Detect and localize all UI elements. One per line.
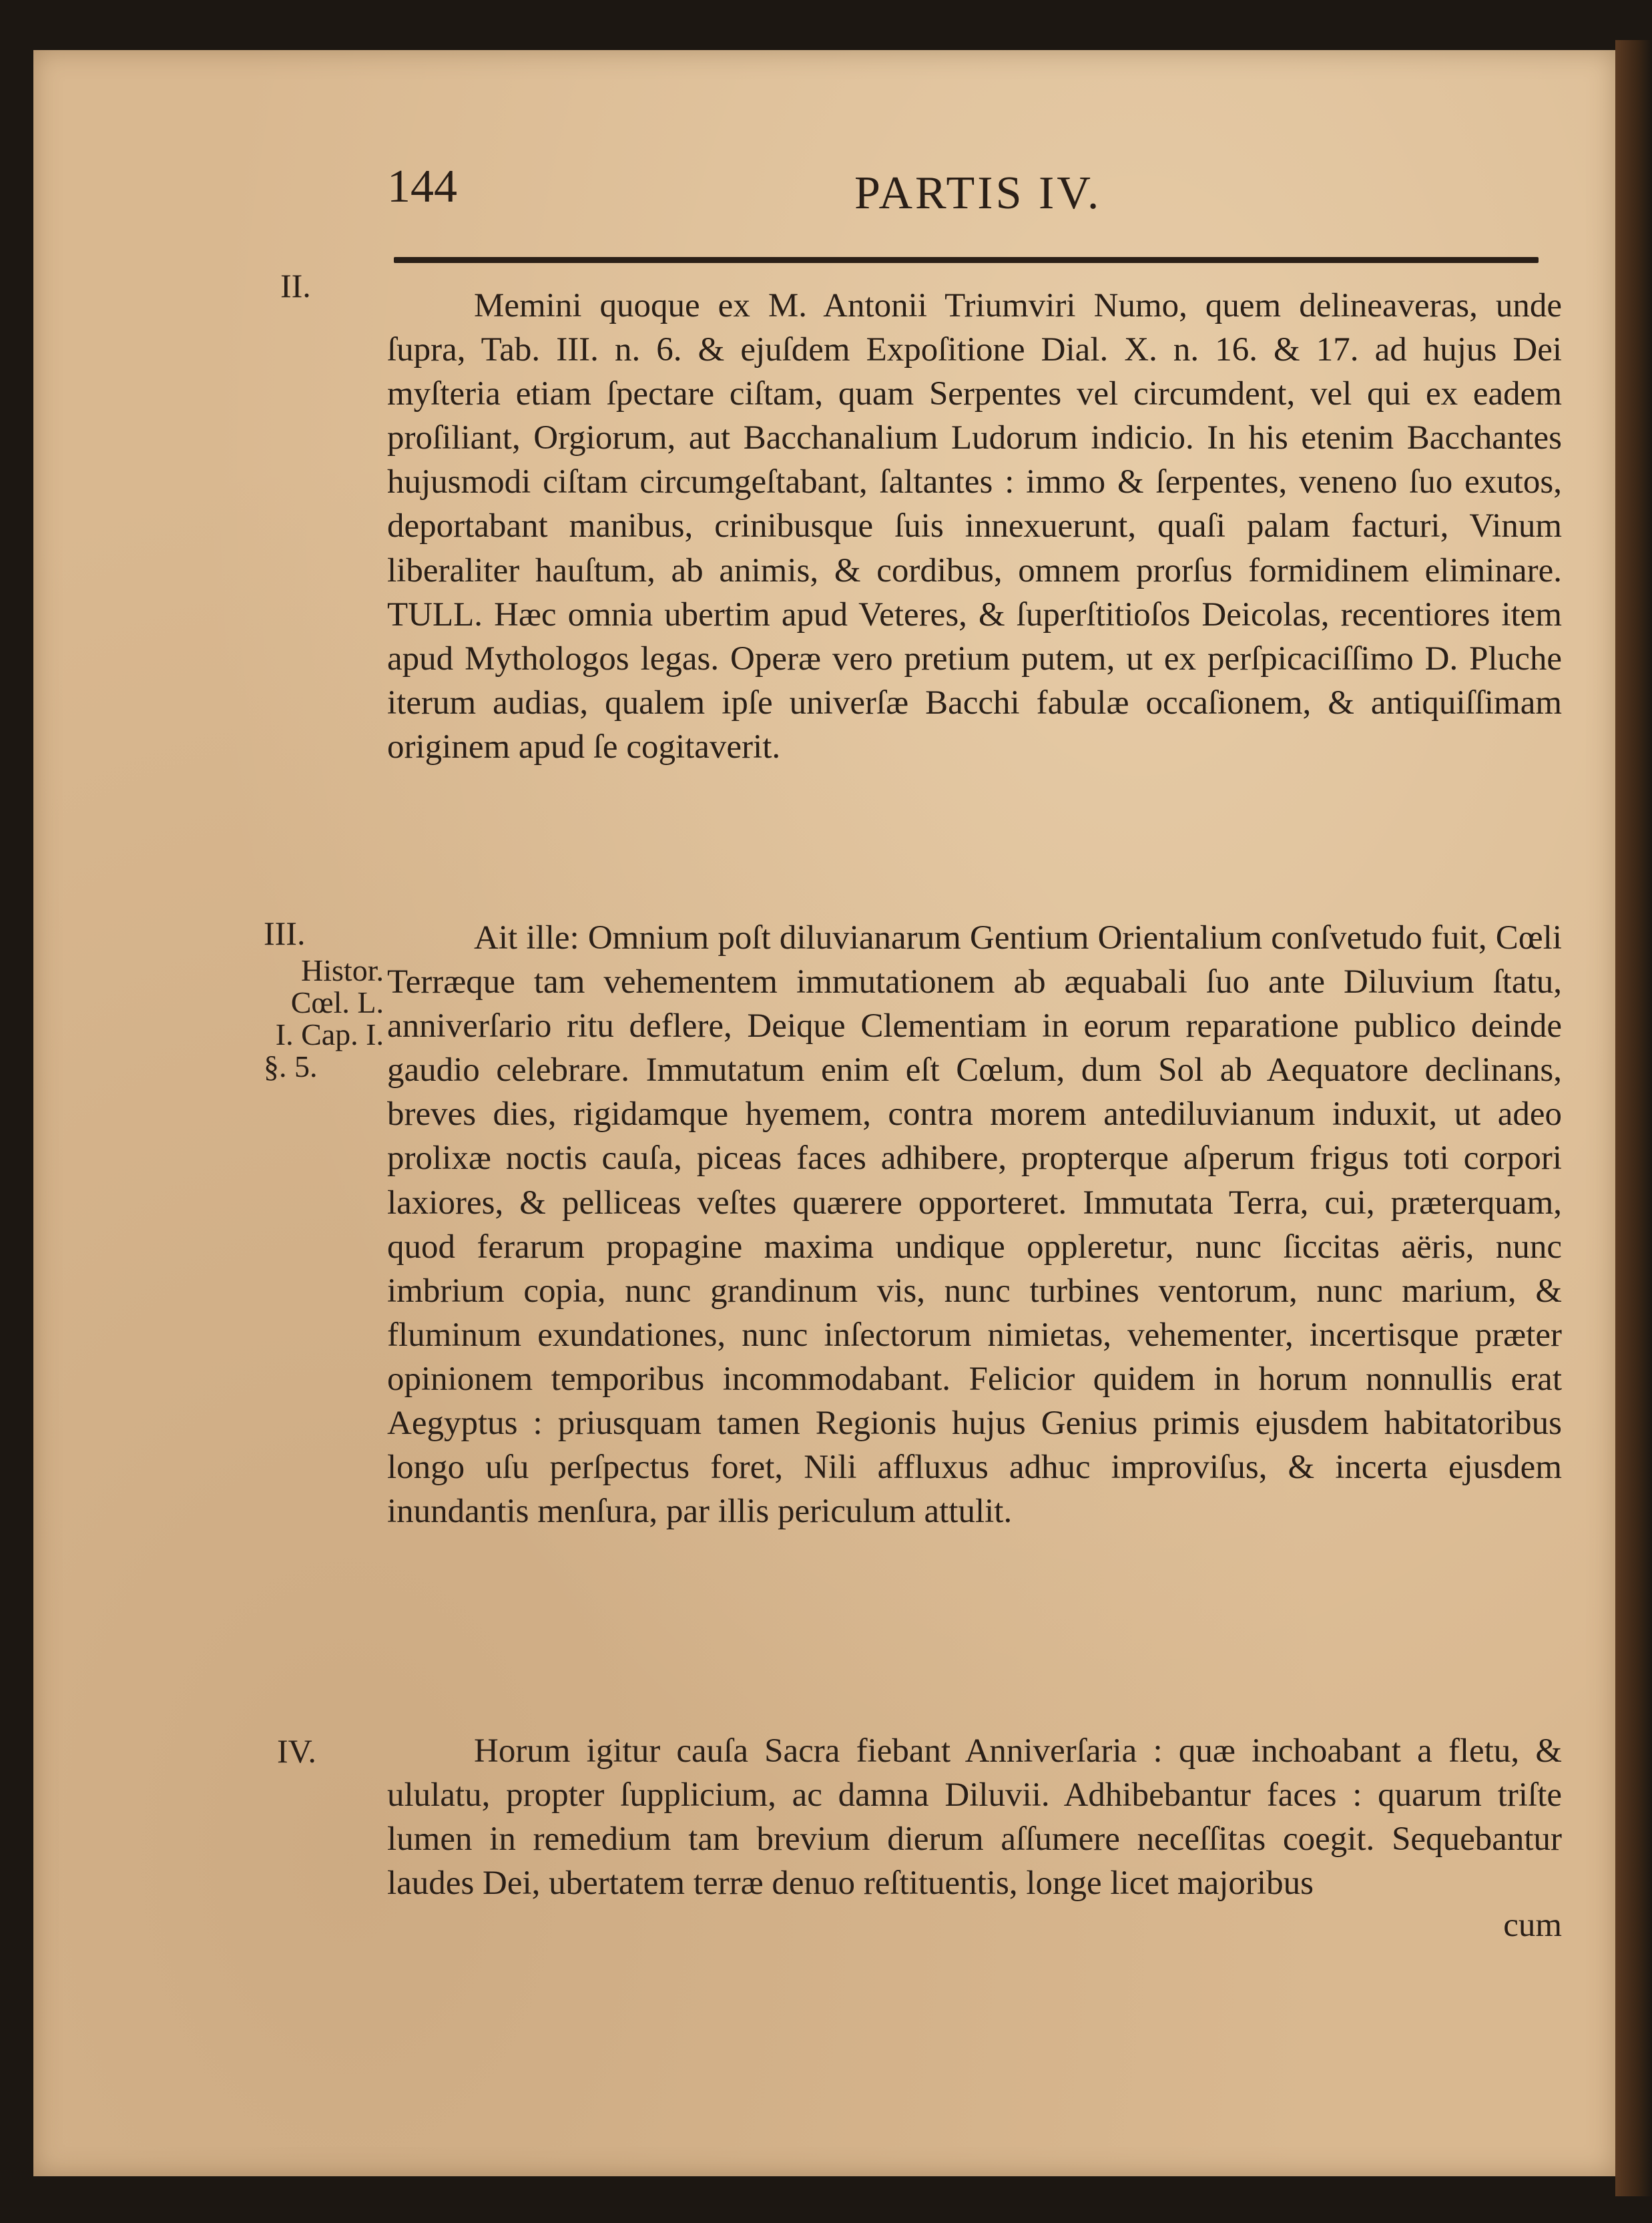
- margin-number-3: III.: [264, 915, 306, 952]
- running-head: [387, 160, 1562, 234]
- paragraph: Memini quoque ex M. Antonii Triumviri Numo, quem delineaveras, unde ſupra, Tab. III. n. 6. & ejuſdem Expoſitione Dial. X. n. 16. & 17. ad hujus Dei myſteria etiam ſpectare ciſtam, quam Serpentes vel circumdent, vel qui ex eadem proſiliant, Orgiorum, aut Bacchanalium Ludorum indicio. In his etenim Bacchantes hujusmodi ciſtam circumgeſtabant, ſaltantes : immo & ſerpentes, veneno ſuo exutos, deportabant manibus, crinibusque ſuis innexuerunt, quaſi palam facturi, Vinum liberaliter hauſtum, ab animis, & cordibus, omnem prorſus formidinem eliminare. TULL. Hæc omnia ubertim apud Veteres, & ſuperſtitioſos Deicolas, recentiores item apud Mythologos legas. Operæ vero pretium putem, ut ex perſpicaciſſimo D. Pluche iterum audias, qualem ipſe univerſæ Bacchi fabulæ occaſionem, & antiquiſſimam originem apud ſe cogitaverit.: [387, 287, 1562, 766]
- margin-reference-line: I. Cap. I.: [275, 1017, 384, 1051]
- margin-number-4: IV.: [277, 1732, 316, 1770]
- page-title: PARTIS IV.: [854, 168, 1102, 219]
- page-number: 144: [387, 161, 457, 212]
- paragraph-block-3: [387, 1729, 1562, 1905]
- header-rule: [394, 257, 1539, 263]
- paragraph: Ait ille: Omnium poſt diluvianarum Gentium Orientalium conſvetudo fuit, Cœli Terræque tam vehementem immutationem ab æquabali ſuo ante Diluvium ſtatu, anniverſario ritu deflere, Deique Clementiam in eorum reparatione publico deinde gaudio celebrare. Immutatum enim eſt Cœlum, dum Sol ab Aequatore declinans, breves dies, rigidamque hyemem, contra morem antediluvianum induxit, ut adeo prolixæ noctis cauſa, piceas faces adhibere, propterque aſperum frigus toti corpori laxiores, & pelliceas veſtes quærere opporteret. Immutata Terra, cui, præterquam, quod ferarum propagine maxima undique oppleretur, nunc ſiccitas aëris, nunc imbrium copia, nunc grandinum vis, nunc turbines ventorum, nunc marium, & fluminum exundationes, nunc inſectorum nimietas, vehementer, incertisque præter opinionem temporibus incommodabant. Felicior quidem in horum nonnullis erat Aegyptus : priusquam tamen Regionis hujus Genius primis ejusdem habitatoribus longo uſu perſpectus foret, Nili affluxus adhuc improviſus, & incerta ejusdem inundantis menſura, par illis periculum attulit.: [387, 919, 1562, 1531]
- margin-reference-line: Cœl. L.: [290, 985, 384, 1019]
- catchword: cum: [1503, 1907, 1562, 1944]
- paragraph-block-2: [387, 916, 1562, 1533]
- margin-number-2: II.: [280, 267, 311, 304]
- margin-reference-line: Histor.: [301, 953, 384, 987]
- margin-reference-line: §. 5.: [264, 1049, 318, 1083]
- paragraph: Horum igitur cauſa Sacra fiebant Anniverſaria : quæ inchoabant a fletu, & ululatu, propter ſupplicium, ac damna Diluvii. Adhibebantur faces : quarum triſte lumen in remedium tam brevium dierum aſſumere neceſſitas coegit. Sequebantur laudes Dei, ubertatem terræ denuo reſtituentis, longe licet majoribus: [387, 1732, 1562, 1903]
- margin-reference: [264, 955, 384, 1083]
- paragraph-block-1: [387, 284, 1562, 769]
- page-edge: [1615, 40, 1652, 2196]
